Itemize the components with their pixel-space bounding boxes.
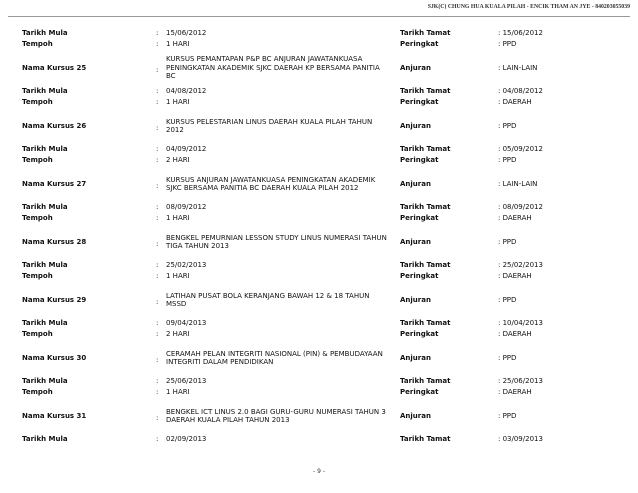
peringkat-value: : PPD: [498, 156, 517, 164]
nama-kursus-row: [22, 340, 602, 376]
document-header: SJK(C) CHUNG HUA KUALA PILAH - ENCIK THAM AN JYE - 840203055039: [427, 4, 630, 10]
colon: :: [156, 145, 159, 153]
peringkat-label: Peringkat: [400, 388, 439, 396]
anjuran-label: Anjuran: [400, 179, 431, 188]
tempoh-value: 2 HARI: [166, 330, 190, 338]
tarikh-tamat-value: : 08/09/2012: [498, 203, 543, 211]
colon: :: [156, 298, 159, 306]
nama-kursus-label: Nama Kursus 30: [22, 353, 87, 362]
nama-kursus-value: CERAMAH PELAN INTEGRITI NASIONAL (PIN) & PEMBUDAYAAN INTEGRITI DALAM PENDIDIKAN: [166, 349, 383, 366]
tarikh-mula-value: 09/04/2013: [166, 319, 207, 327]
tempoh-row: [22, 387, 602, 398]
tarikh-tamat-value: : 25/02/2013: [498, 261, 543, 269]
colon: :: [156, 272, 159, 280]
tarikh-mula-value: 25/02/2013: [166, 261, 207, 269]
colon: :: [156, 356, 159, 364]
peringkat-label: Peringkat: [400, 98, 439, 106]
tarikh-mula-value: 04/08/2012: [166, 87, 207, 95]
colon: :: [156, 40, 159, 48]
peringkat-label: Peringkat: [400, 156, 439, 164]
peringkat-value: : DAERAH: [498, 272, 532, 280]
nama-kursus-value: KURSUS PELESTARIAN LINUS DAERAH KUALA PILAH TAHUN 2012: [166, 117, 373, 134]
tempoh-label: Tempoh: [22, 272, 53, 280]
peringkat-label: Peringkat: [400, 40, 439, 48]
tempoh-label: Tempoh: [22, 98, 53, 106]
tarikh-mula-label: Tarikh Mula: [22, 87, 68, 95]
tarikh-tamat-label: Tarikh Tamat: [400, 203, 451, 211]
tarikh-mula-value: 25/06/2013: [166, 377, 207, 385]
tarikh-mula-label: Tarikh Mula: [22, 435, 68, 443]
anjuran-value: : PPD: [498, 411, 517, 420]
nama-kursus-label: Nama Kursus 31: [22, 411, 87, 420]
tarikh-mula-label: Tarikh Mula: [22, 377, 68, 385]
peringkat-value: : PPD: [498, 40, 517, 48]
tempoh-value: 1 HARI: [166, 272, 190, 280]
tempoh-row: [22, 155, 602, 166]
nama-kursus-value: LATIHAN PUSAT BOLA KERANJANG BAWAH 12 & 18 TAHUN MSSD: [166, 291, 370, 308]
nama-kursus-label: Nama Kursus 28: [22, 237, 87, 246]
tarikh-mula-row: [22, 86, 602, 97]
colon: :: [156, 29, 159, 37]
nama-kursus-row: [22, 282, 602, 318]
tarikh-mula-row: [22, 376, 602, 387]
tempoh-value: 1 HARI: [166, 388, 190, 396]
anjuran-value: : PPD: [498, 121, 517, 130]
colon: :: [156, 98, 159, 106]
colon: :: [156, 319, 159, 327]
peringkat-label: Peringkat: [400, 272, 439, 280]
tarikh-mula-label: Tarikh Mula: [22, 145, 68, 153]
tempoh-label: Tempoh: [22, 156, 53, 164]
nama-kursus-label: Nama Kursus 26: [22, 121, 87, 130]
nama-kursus-label: Nama Kursus 27: [22, 179, 87, 188]
anjuran-label: Anjuran: [400, 63, 431, 72]
tempoh-value: 1 HARI: [166, 40, 190, 48]
course-list: [22, 28, 602, 445]
colon: :: [156, 203, 159, 211]
tarikh-mula-row: [22, 260, 602, 271]
nama-kursus-row: [22, 398, 602, 434]
colon: :: [156, 156, 159, 164]
tarikh-tamat-value: : 04/08/2012: [498, 87, 543, 95]
nama-kursus-row: [22, 108, 602, 144]
colon: :: [156, 182, 159, 190]
tarikh-mula-value: 02/09/2013: [166, 435, 207, 443]
page-number: - 9 -: [313, 468, 325, 475]
colon: :: [156, 87, 159, 95]
colon: :: [156, 66, 159, 74]
colon: :: [156, 435, 159, 443]
tarikh-mula-label: Tarikh Mula: [22, 29, 68, 37]
tarikh-mula-label: Tarikh Mula: [22, 261, 68, 269]
peringkat-value: : DAERAH: [498, 330, 532, 338]
anjuran-label: Anjuran: [400, 295, 431, 304]
anjuran-value: : LAIN-LAIN: [498, 63, 538, 72]
colon: :: [156, 330, 159, 338]
nama-kursus-value: BENGKEL PEMURNIAN LESSON STUDY LINUS NUMERASI TAHUN TIGA TAHUN 2013: [166, 233, 387, 250]
tarikh-mula-row: [22, 144, 602, 155]
colon: :: [156, 377, 159, 385]
tarikh-mula-row: [22, 202, 602, 213]
nama-kursus-row: [22, 50, 602, 86]
nama-kursus-value: KURSUS PEMANTAPAN P&P BC ANJURAN JAWATANKUASA PENINGKATAN AKADEMIK SJKC DAERAH KP BERSAMA PANITIA BC: [166, 55, 380, 81]
nama-kursus-row: [22, 166, 602, 202]
tempoh-label: Tempoh: [22, 214, 53, 222]
tarikh-mula-row: [22, 434, 602, 445]
tempoh-value: 2 HARI: [166, 156, 190, 164]
tempoh-label: Tempoh: [22, 388, 53, 396]
tarikh-mula-value: 04/09/2012: [166, 145, 207, 153]
tempoh-row: [22, 39, 602, 50]
anjuran-label: Anjuran: [400, 411, 431, 420]
tarikh-tamat-label: Tarikh Tamat: [400, 261, 451, 269]
tempoh-label: Tempoh: [22, 330, 53, 338]
anjuran-value: : PPD: [498, 237, 517, 246]
tarikh-tamat-value: : 25/06/2013: [498, 377, 543, 385]
tarikh-mula-label: Tarikh Mula: [22, 319, 68, 327]
tarikh-mula-label: Tarikh Mula: [22, 203, 68, 211]
tarikh-tamat-label: Tarikh Tamat: [400, 377, 451, 385]
header-divider: [8, 16, 630, 17]
tarikh-mula-value: 15/06/2012: [166, 29, 207, 37]
peringkat-value: : DAERAH: [498, 98, 532, 106]
nama-kursus-value: BENGKEL ICT LINUS 2.0 BAGI GURU-GURU NUMERASI TAHUN 3 DAERAH KUALA PILAH TAHUN 2013: [166, 407, 386, 424]
colon: :: [156, 261, 159, 269]
tempoh-row: [22, 329, 602, 340]
tarikh-tamat-value: : 03/09/2013: [498, 435, 543, 443]
tarikh-mula-value: 08/09/2012: [166, 203, 207, 211]
anjuran-label: Anjuran: [400, 237, 431, 246]
colon: :: [156, 124, 159, 132]
colon: :: [156, 240, 159, 248]
tarikh-tamat-label: Tarikh Tamat: [400, 29, 451, 37]
colon: :: [156, 214, 159, 222]
anjuran-value: : PPD: [498, 295, 517, 304]
tarikh-tamat-value: : 15/06/2012: [498, 29, 543, 37]
anjuran-label: Anjuran: [400, 353, 431, 362]
peringkat-label: Peringkat: [400, 214, 439, 222]
nama-kursus-label: Nama Kursus 29: [22, 295, 87, 304]
tempoh-value: 1 HARI: [166, 214, 190, 222]
tarikh-tamat-label: Tarikh Tamat: [400, 87, 451, 95]
peringkat-value: : DAERAH: [498, 214, 532, 222]
tarikh-tamat-value: : 10/04/2013: [498, 319, 543, 327]
anjuran-value: : PPD: [498, 353, 517, 362]
tempoh-label: Tempoh: [22, 40, 53, 48]
colon: :: [156, 414, 159, 422]
peringkat-label: Peringkat: [400, 330, 439, 338]
tarikh-mula-row: [22, 318, 602, 329]
tempoh-row: [22, 213, 602, 224]
anjuran-label: Anjuran: [400, 121, 431, 130]
anjuran-value: : LAIN-LAIN: [498, 179, 538, 188]
tarikh-tamat-label: Tarikh Tamat: [400, 435, 451, 443]
tempoh-value: 1 HARI: [166, 98, 190, 106]
tarikh-tamat-label: Tarikh Tamat: [400, 145, 451, 153]
tarikh-tamat-label: Tarikh Tamat: [400, 319, 451, 327]
peringkat-value: : DAERAH: [498, 388, 532, 396]
tarikh-mula-row: [22, 28, 602, 39]
colon: :: [156, 388, 159, 396]
tempoh-row: [22, 271, 602, 282]
tempoh-row: [22, 97, 602, 108]
tarikh-tamat-value: : 05/09/2012: [498, 145, 543, 153]
nama-kursus-label: Nama Kursus 25: [22, 63, 87, 72]
nama-kursus-value: KURSUS ANJURAN JAWATANKUASA PENINGKATAN AKADEMIK SJKC BERSAMA PANITIA BC DAERAH KUALA PILAH 2012: [166, 175, 376, 192]
nama-kursus-row: [22, 224, 602, 260]
